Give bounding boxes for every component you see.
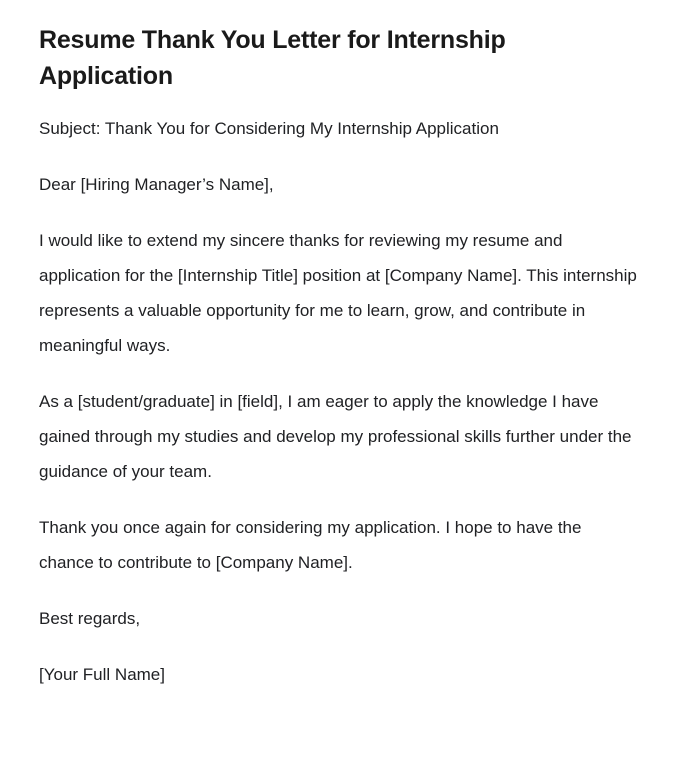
signature: [Your Full Name]	[39, 665, 165, 684]
closing: Best regards,	[39, 609, 141, 628]
body-paragraph-3: Thank you once again for considering my application. I hope to have the chance to contribute to [Company Name].	[39, 518, 582, 572]
page-title: Resume Thank You Letter for Internship Application	[39, 26, 506, 90]
body-paragraph-2: As a [student/graduate] in [field], I am eager to apply the knowledge I have gained through my studies and develop my professional skills further under the guidance of your team.	[39, 392, 632, 481]
body-paragraph-1: I would like to extend my sincere thanks for reviewing my resume and application for the [Internship Title] position at [Company Name]. This internship represents a valuable opportunity for me to learn, grow, and contribute in meaningful ways.	[39, 231, 637, 355]
letter-body	[39, 111, 638, 692]
salutation: Dear [Hiring Manager’s Name],	[39, 175, 274, 194]
subject-line: Subject: Thank You for Considering My Internship Application	[39, 119, 499, 138]
